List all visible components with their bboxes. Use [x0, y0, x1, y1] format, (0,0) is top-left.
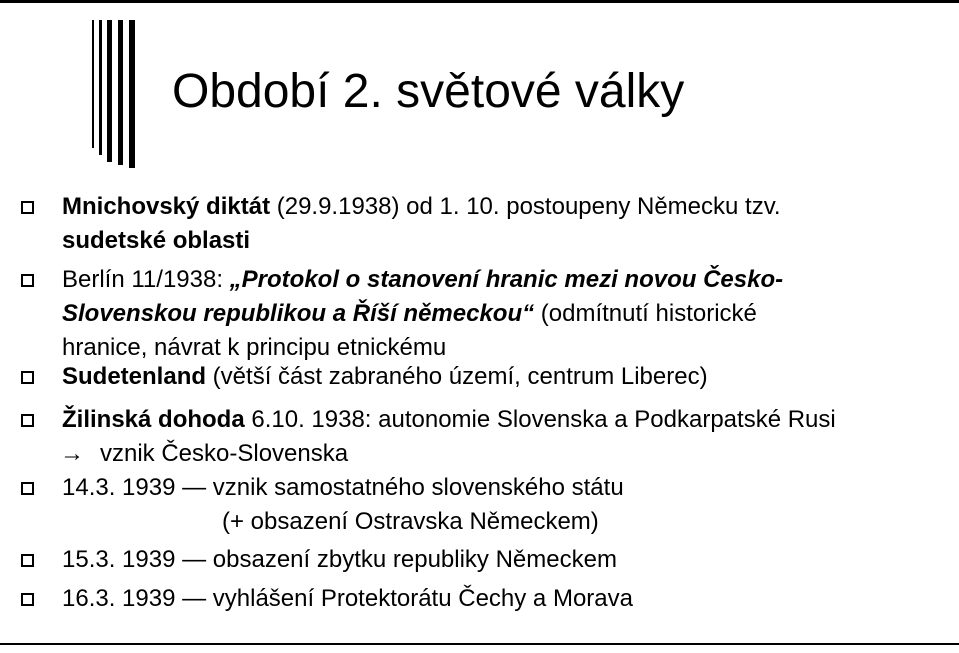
- item-bold-text: Mnichovský diktát: [62, 193, 271, 220]
- item-italic-text: Slovenskou republikou a Říší německou“: [62, 300, 535, 327]
- item-text: 6.10. 1938: autonomie Slovenska a Podkarpatské Rusi: [244, 406, 836, 433]
- square-bullet-icon: [21, 371, 34, 384]
- square-bullet-icon: [21, 593, 34, 606]
- square-bullet-icon: [21, 414, 34, 427]
- item-bold-text: Žilinská dohoda: [62, 406, 245, 433]
- arrow-right-icon: →: [60, 440, 84, 467]
- square-bullet-icon: [21, 482, 34, 495]
- slide-title: Období 2. světové války: [172, 65, 685, 118]
- bottom-rule: [0, 643, 959, 645]
- item-text: 14.3. 1939 — vznik samostatného slovenského státu: [62, 474, 624, 501]
- item-bold-text: Sudetenland: [62, 363, 207, 390]
- square-bullet-icon: [21, 201, 34, 214]
- item-italic-text: „Protokol o stanovení hranic mezi novou Česko-: [229, 266, 784, 293]
- item-text: (větší část zabraného území, centrum Liberec): [206, 363, 708, 390]
- square-bullet-icon: [21, 274, 34, 287]
- item-text: 16.3. 1939 — vyhlášení Protektorátu Čechy a Morava: [62, 585, 633, 612]
- square-bullet-icon: [21, 554, 34, 567]
- top-rule: [0, 0, 959, 3]
- item-text: (29.9.1938) od 1. 10. postoupeny Německu tzv.: [270, 193, 781, 220]
- item-text: Berlín 11/1938:: [62, 266, 230, 293]
- item-text: vznik Česko-Slovenska: [100, 440, 349, 467]
- item-text: (odmítnutí historické: [534, 300, 757, 327]
- item-text: hranice, návrat k principu etnickému: [62, 334, 447, 361]
- item-text: (+ obsazení Ostravska Německem): [222, 508, 599, 535]
- item-bold-text: sudetské oblasti: [62, 227, 251, 254]
- item-text: 15.3. 1939 — obsazení zbytku republiky Německem: [62, 546, 617, 573]
